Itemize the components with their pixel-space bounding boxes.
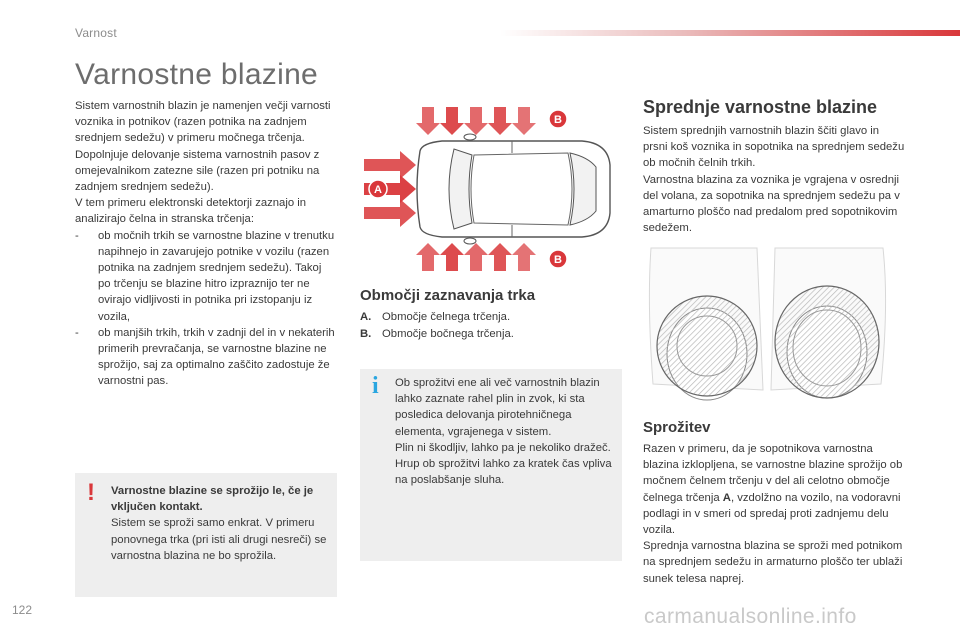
watermark: carmanualsonline.info [644,605,857,628]
info-paragraph-3: Hrup ob sprožitvi lahko za kratek čas vpliva na poslabšanje sluha. [395,458,612,487]
zone-a-label: A [374,184,382,196]
info-text [395,375,617,488]
warning-body-text: Sistem se sproži samo enkrat. V primeru ponovnega trka (pri isti ali drugi nesreči) se varnostna blazina ne bo sprožila. [111,517,327,562]
list-item-text: ob manjših trkih, trkih v zadnji del in v nekaterih primerih prevračanja, se varnostne blazine ne sprožijo, saj za optimalno zaščito zadostuje že varnostni pas. [98,326,335,388]
car-mirror [464,238,476,244]
warning-text [111,483,333,564]
trigger-text [643,441,905,587]
trigger-text-part: , vzdolžno na vozilo, na vodoravni podlagi in v smeri od spredaj proti zadnjemu delu vozila. [643,491,901,537]
info-icon: i [372,373,379,399]
trigger-paragraph-1 [643,441,905,538]
zone-b-label-bottom: B [554,254,562,266]
front-paragraph-1: Sistem sprednjih varnostnih blazin ščiti glavo in prsni koš voznika in sopotnika na sprednjem sedežu ob močnih čelnih trkih. [643,125,905,170]
zone-key: A. [360,311,372,323]
airbag-left [657,296,757,396]
warning-box [75,473,337,597]
trigger-title: Sprožitev [643,419,711,436]
zones-title: Območji zaznavanja trka [360,287,536,304]
list-item [360,309,514,326]
car-roof [471,153,572,225]
side-impact-arrows-bottom [416,243,536,271]
warning-icon: ! [87,479,95,506]
zone-key-inline: A [722,491,731,504]
intro-paragraph-2: V tem primeru elektronski detektorji zaznajo in analizirajo čelna in stranska trčenja: [75,197,307,226]
list-item [75,325,337,390]
intro-text [75,98,337,390]
airbag-right [775,286,879,398]
zone-text: Območje čelnega trčenja. [382,311,511,323]
front-airbags-title: Sprednje varnostne blazine [643,97,878,117]
car-top-view-diagram [362,105,624,273]
info-paragraph-1: Ob sprožitvi ene ali več varnostnih blazin lahko zaznate rahel plin in zvok, ki sta posledica delovanja pirotehničnega elementa, vgrajenega v sistem. [395,377,600,438]
front-paragraph-2: Varnostna blazina za voznika je vgrajena v osrednji del volana, za sopotnika na sprednjem sedežu pa v amarturno ploščo nad predalom pred sopotnikovim sedežem. [643,173,900,235]
zone-key: B. [360,327,372,340]
trigger-text-part: Razen v primeru, da je sopotnikova varnostna blazina izklopljena, se varnostne blazine sprožijo ob močnem čelnem trčenju v del ali celotno območje čelnega trčenja [643,443,903,504]
list-item [75,228,337,325]
info-paragraph-2: Plin ni škodljiv, lahko pa je nekoliko dražeč. [395,441,611,454]
car-mirror [464,134,476,140]
section-label: Varnost [75,26,117,40]
page-number: 122 [12,603,33,617]
warning-bold-text: Varnostne blazine se sprožijo le, če je vključen kontakt. [111,485,314,514]
car-rear-window [570,153,596,225]
zone-text: Območje bočnega trčenja. [382,327,514,340]
intro-paragraph-1: Sistem varnostnih blazin je namenjen večji varnosti voznika in potnikov (razen potnika na zadnjem srednjem sedežu) v primeru močnega trčenja. Dopolnjuje delovanje sistema varnostnih pasov z omejevalnikom zatezne sile (razen pri potniku na zadnjem srednjem sedežu). [75,100,331,194]
zone-b-label-top: B [554,114,562,126]
car-windshield [449,149,472,229]
front-airbag-illustration [645,244,907,406]
dash-bullet: - [75,229,79,242]
side-impact-arrows-top [416,107,536,135]
info-box [360,369,622,561]
header-accent-bar [500,30,960,36]
zones-list [360,309,514,342]
dash-bullet: - [75,326,79,339]
trigger-paragraph-2: Sprednja varnostna blazina se sproži med potnikom na sprednjem sedežu in armaturno ploščo ter ublaži sunek telesa naprej. [643,540,903,585]
list-item [360,326,514,343]
front-airbags-text [643,123,905,236]
list-item-text: ob močnih trkih se varnostne blazine v trenutku napihnejo in zavarujejo potnike v vozilu (razen potnika na zadnjem srednjem sedežu). Takoj po trčenju se blazine hitro izpraznijo ter ne ovirajo vidljivosti in potnika pri izstopanju iz vozila, [98,229,335,323]
page-title: Varnostne blazine [75,58,319,91]
